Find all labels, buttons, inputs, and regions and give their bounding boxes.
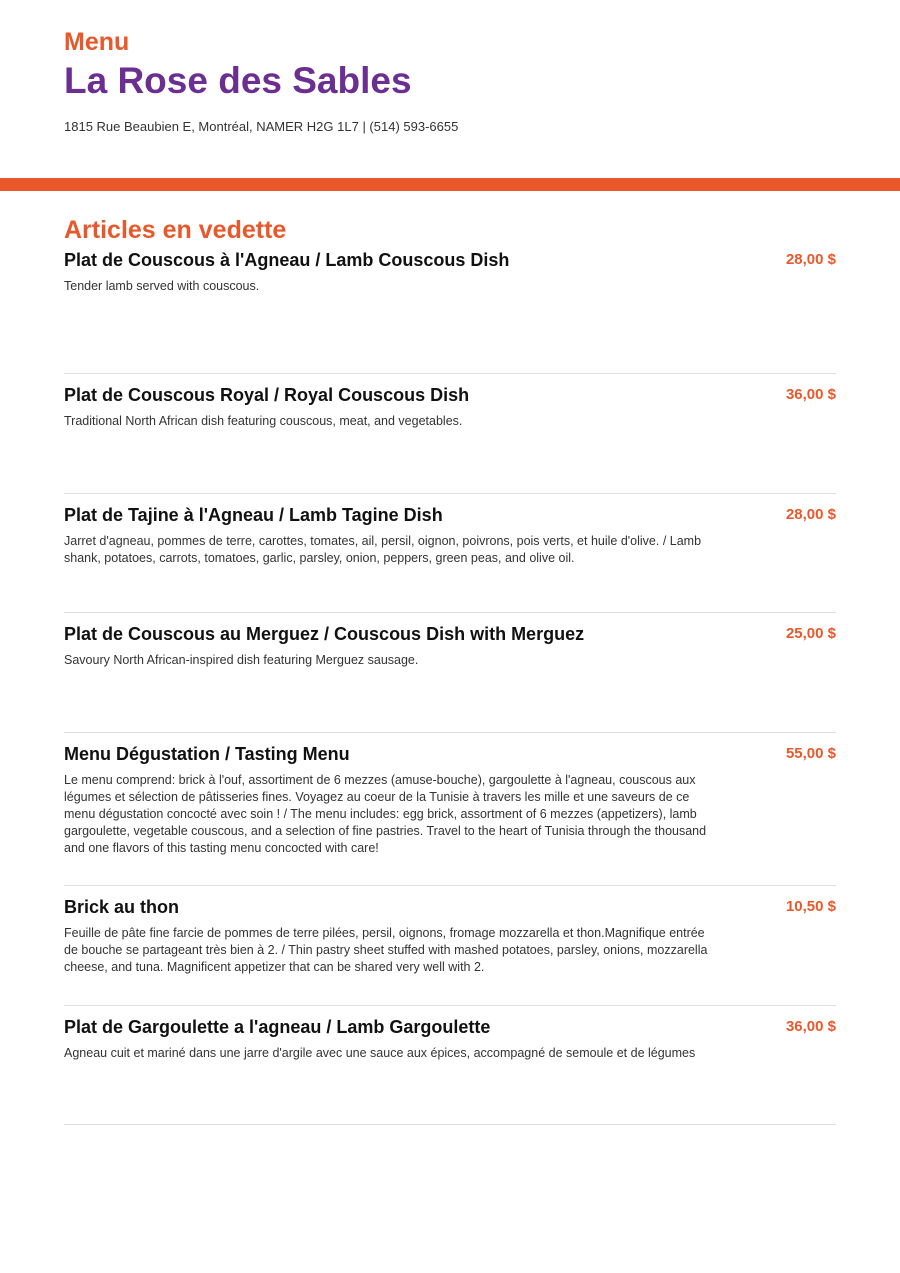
menu-item (64, 249, 836, 374)
restaurant-name: La Rose des Sables (64, 60, 412, 101)
item-price: 10,50 $ (785, 898, 836, 915)
menu-item (64, 613, 836, 733)
menu-header (0, 0, 900, 150)
menu-item (64, 733, 836, 886)
item-price: 28,00 $ (785, 251, 836, 268)
item-price: 36,00 $ (785, 386, 836, 403)
item-description: Feuille de pâte fine farcie de pommes de terre pilées, persil, oignons, fromage mozzarella et thon.Magnifique entrée de bouche se partageant très bien à 2. / Thin pastry sheet stuffed with mashed potatoes, parsley, onions, mozzarella cheese, and tuna. Magnificent appetizer that can be shared very well with 2. (64, 926, 708, 974)
item-name: Plat de Gargoulette a l'agneau / Lamb Gargoulette (64, 1017, 491, 1037)
item-name: Brick au thon (64, 897, 180, 917)
item-price: 36,00 $ (785, 1018, 836, 1035)
item-description: Tender lamb served with couscous. (64, 279, 260, 293)
section-title: Articles en vedette (64, 216, 287, 244)
item-name: Plat de Tajine à l'Agneau / Lamb Tagine Dish (64, 505, 443, 525)
item-description: Jarret d'agneau, pommes de terre, carottes, tomates, ail, persil, oignon, poivrons, pois verts, et huile d'olive. / Lamb shank, potatoes, carrots, tomatoes, garlic, parsley, onion, peppers, green peas, and olive oil. (64, 534, 702, 565)
item-name: Plat de Couscous Royal / Royal Couscous Dish (64, 385, 470, 405)
menu-item (64, 886, 836, 1006)
menu-item (64, 374, 836, 494)
item-name: Menu Dégustation / Tasting Menu (64, 744, 350, 764)
menu-section (64, 215, 836, 1125)
menu-item (64, 494, 836, 613)
item-price: 28,00 $ (785, 506, 836, 523)
item-description: Agneau cuit et mariné dans une jarre d'argile avec une sauce aux épices, accompagné de semoule et de légumes (64, 1046, 696, 1060)
item-name: Plat de Couscous à l'Agneau / Lamb Couscous Dish (64, 250, 510, 270)
menu-item (64, 1006, 836, 1125)
accent-bar (0, 178, 900, 191)
menu-label: Menu (64, 28, 130, 56)
item-price: 25,00 $ (785, 625, 836, 642)
item-description: Le menu comprend: brick à l'ouf, assortiment de 6 mezzes (amuse-bouche), gargoulette à l'agneau, couscous aux légumes et sélection de pâtisseries fines. Voyagez au coeur de la Tunisie à travers les mille et une saveurs de ce menu dégustation concocté avec soin ! / The menu includes: egg brick, assortment of 6 mezzes (appetizers), lamb gargoulette, vegetable couscous, and a selection of fine pastries. Travel to the heart of Tunisia through the thousand and one flavors of this tasting menu concocted with care! (64, 773, 707, 855)
item-name: Plat de Couscous au Merguez / Couscous Dish with Merguez (64, 624, 585, 644)
item-description: Savoury North African-inspired dish featuring Merguez sausage. (64, 653, 419, 667)
item-description: Traditional North African dish featuring couscous, meat, and vegetables. (64, 414, 463, 428)
restaurant-address: 1815 Rue Beaubien E, Montréal, NAMER H2G 1L7 | (514) 593-6655 (64, 119, 459, 134)
item-price: 55,00 $ (785, 745, 836, 762)
